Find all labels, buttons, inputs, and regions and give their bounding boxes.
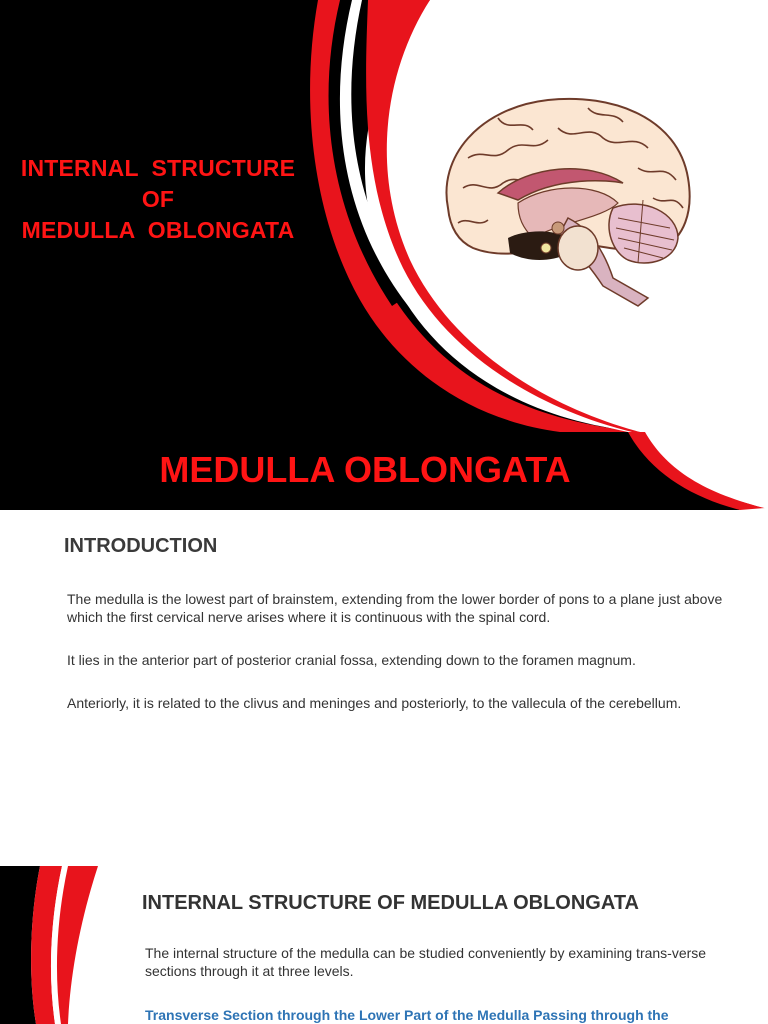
intro-paragraph-2: It lies in the anterior part of posterior cranial fossa, extending down to the foramen magnum.	[67, 652, 636, 668]
section-banner	[0, 432, 768, 510]
intro-heading: INTRODUCTION	[64, 535, 218, 557]
section-heading: INTERNAL STRUCTURE OF MEDULLA OBLONGATA	[142, 892, 640, 914]
section-subheading: Transverse Section through the Lower Part of the Medulla Passing through the	[145, 1007, 669, 1023]
intro-paragraph-1: The medulla is the lowest part of brainstem, extending from the lower border of pons to a plane just above which the first cervical nerve arises where it is continuous with the spinal cord.	[67, 591, 723, 625]
title-line-1: INTERNAL STRUCTURE	[20, 155, 296, 181]
slide-left-swoosh	[0, 866, 120, 1024]
slide-title	[6, 153, 310, 246]
title-slide	[0, 0, 768, 432]
banner-title: MEDULLA OBLONGATA	[159, 449, 571, 490]
brain-illustration	[438, 88, 698, 310]
intro-paragraph-3: Anteriorly, it is related to the clivus and meninges and posteriorly, to the vallecula of the cerebellum.	[67, 695, 682, 711]
internal-structure-slide	[0, 866, 768, 1024]
introduction-slide	[0, 510, 768, 866]
title-line-3: MEDULLA OBLONGATA	[21, 217, 295, 243]
title-line-2: OF	[141, 186, 175, 212]
section-body: The internal structure of the medulla can be studied conveniently by examining trans-verse sections through it at three levels.	[145, 945, 707, 979]
